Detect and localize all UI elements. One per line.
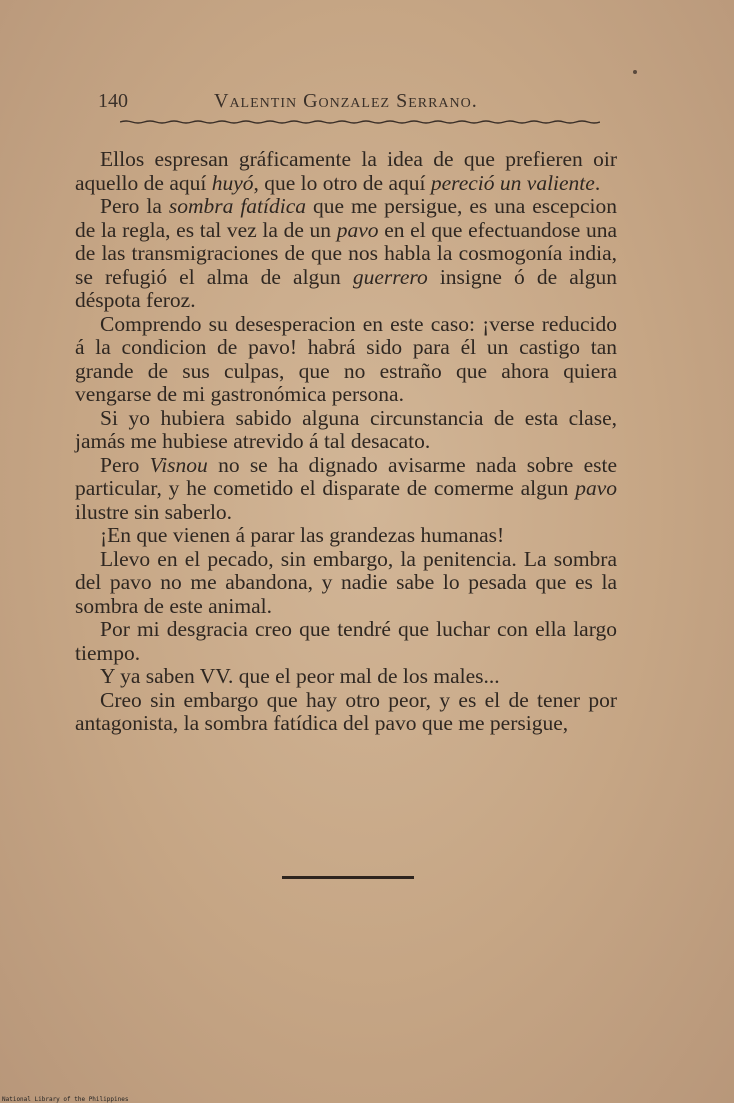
text-run: Si yo hubiera sabido alguna circunstancia de esta clase, jamás me hubiese atrevido á tal desacato. bbox=[75, 405, 617, 453]
italic-text: sombra fatídica bbox=[168, 194, 306, 218]
text-run: ¡En que vienen á parar las grandezas humanas! bbox=[100, 523, 505, 547]
text-run: no se ha dignado avisarme nada sobre este particular, y he cometido el disparate de comerme algun bbox=[75, 452, 617, 500]
text-run: Creo sin embargo que hay otro peor, y es el de tener por antagonista, la sombra fatídica del pavo que me persigue, bbox=[75, 687, 617, 735]
text-run: Pero bbox=[100, 452, 150, 477]
text-run: Comprendo su desesperacion en este caso: ¡verse reducido á la condicion de pavo! habrá sido para él un castigo tan grande de sus culpas, que no estraño que ahora quiera vengarse de mi gastronómica persona. bbox=[75, 311, 617, 406]
paragraph bbox=[75, 618, 617, 665]
paragraph bbox=[75, 313, 617, 407]
paragraph bbox=[75, 689, 617, 736]
paragraph bbox=[75, 148, 617, 195]
paragraph bbox=[75, 524, 617, 548]
text-run: . bbox=[594, 170, 601, 195]
end-rule bbox=[282, 876, 414, 879]
italic-text: pavo bbox=[336, 217, 379, 242]
page-number: 140 bbox=[98, 90, 128, 112]
text-run: insigne ó de algun déspota feroz. bbox=[75, 264, 617, 312]
text-run: en el que efectuandose una de las transmigraciones de que nos habla la cosmogonía india, se refugió el alma de algun bbox=[75, 217, 617, 289]
paper-speck bbox=[633, 70, 637, 74]
text-run: ilustre sin saberlo. bbox=[75, 499, 233, 524]
italic-text: huyó bbox=[211, 170, 254, 195]
text-run: que me persigue, es una escepcion de la regla, es tal vez la de un bbox=[75, 194, 617, 242]
italic-text: pereció un valiente bbox=[430, 170, 595, 195]
paragraph bbox=[75, 195, 617, 313]
italic-text: pavo bbox=[575, 476, 617, 500]
paragraph bbox=[75, 548, 617, 619]
italic-text: guerrero bbox=[352, 264, 428, 289]
text-run: Llevo en el pecado, sin embargo, la penitencia. La sombra del pavo no me abandona, y nadie sabe lo pesada que es la sombra de este animal. bbox=[75, 546, 617, 618]
italic-text: Visnou bbox=[149, 452, 208, 477]
text-run: , que lo otro de aquí bbox=[253, 170, 431, 195]
text-run: Ellos espresan gráficamente la idea de que prefieren oir aquello de aquí bbox=[75, 147, 617, 195]
paragraph bbox=[75, 665, 617, 689]
text-run: Y ya saben VV. que el peor mal de los males... bbox=[100, 664, 500, 688]
paragraph bbox=[75, 407, 617, 454]
page-header bbox=[98, 90, 602, 116]
text-run: Pero la bbox=[100, 194, 169, 218]
running-head: Valentin Gonzalez Serrano. bbox=[214, 90, 478, 112]
text-run: Por mi desgracia creo que tendré que luchar con ella largo tiempo. bbox=[75, 617, 617, 665]
header-rule bbox=[120, 120, 600, 124]
paragraph bbox=[75, 454, 617, 525]
library-credit: National Library of the Philippines bbox=[2, 1096, 129, 1103]
body-text bbox=[75, 148, 617, 736]
